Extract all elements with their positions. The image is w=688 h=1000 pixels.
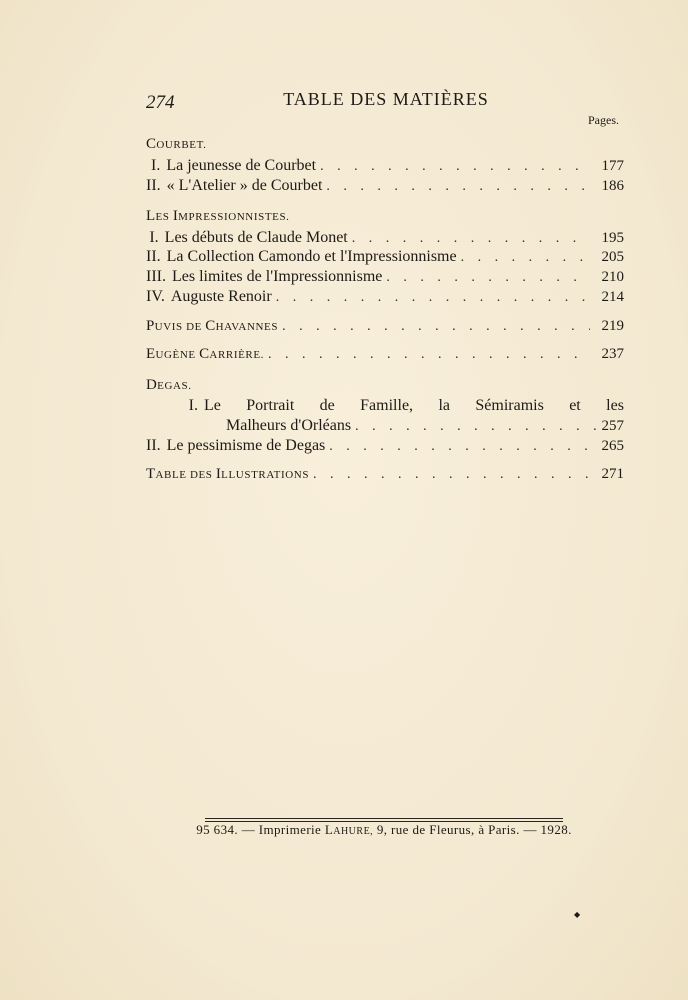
toc-entry-carriere: EUGÈNE CARRIÈRE. . . . 237 <box>146 346 624 366</box>
pages-column-label: Pages. <box>588 113 619 127</box>
section-heading-impressionnistes: LES IMPRESSIONNISTES. <box>146 208 290 224</box>
leader-dots <box>268 347 590 363</box>
leader-dots <box>282 319 590 335</box>
leader-dots <box>326 179 590 195</box>
section-heading-degas: DEGAS. <box>146 377 192 393</box>
leader-dots <box>355 419 597 435</box>
toc-entry-degas-first: I. Le Portrait de Famille, la Sémiramis et les <box>188 397 624 414</box>
leader-dots <box>329 439 590 455</box>
toc-entry: IV. Auguste Renoir . . . 214 <box>146 288 624 308</box>
toc-entry: I. La jeunesse de Courbet . . . 177 <box>146 157 624 177</box>
leader-dots <box>461 250 590 266</box>
toc-entry: I. Les débuts de Claude Monet . . . 195 <box>146 229 624 249</box>
toc-entry: II. « L'Atelier » de Courbet . . . 186 <box>146 177 624 197</box>
printer-mark: ◆ <box>574 910 581 919</box>
page-title: TABLE DES MATIÈRES <box>283 89 489 109</box>
toc-entry-illustrations: TABLE DES ILLUSTRATIONS . . . 271 <box>146 466 624 486</box>
leader-dots <box>313 467 590 483</box>
page-number: 274 <box>146 92 175 113</box>
leader-dots <box>352 231 590 247</box>
section-heading-courbet: COURBET. <box>146 136 207 152</box>
leader-dots <box>386 270 590 286</box>
leader-dots <box>320 159 590 175</box>
printer-imprint: 95 634. — Imprimerie LAHURE, 9, rue de Fleurus, à Paris. — 1928. <box>196 822 572 837</box>
leader-dots <box>276 290 590 306</box>
toc-entry: II. La Collection Camondo et l'Impressionnisme . . . 205 <box>146 248 624 268</box>
toc-entry: III. Les limites de l'Impressionnisme . . . 210 <box>146 268 624 288</box>
imprint-rule <box>205 818 563 819</box>
toc-entry: II. Le pessimisme de Degas . . . 265 <box>146 437 624 457</box>
toc-entry-puvis: PUVIS DE CHAVANNES . . . 219 <box>146 318 624 338</box>
toc-entry-degas-continuation: Malheurs d'Orléans . . . 257 <box>226 417 624 437</box>
